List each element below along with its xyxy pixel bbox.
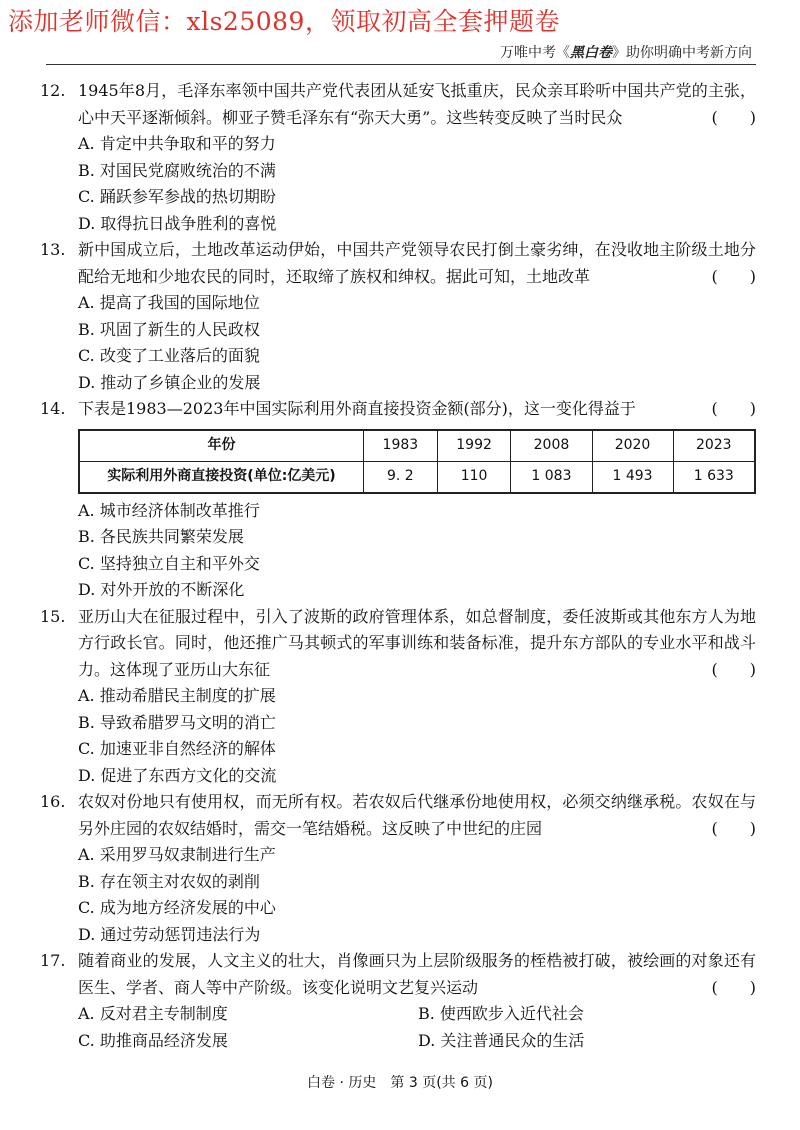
answer-bracket: ( ): [711, 266, 756, 286]
brand-suffix: 》助你明确中考新方向: [612, 45, 752, 61]
option-b: B. 各民族共同繁荣发展: [78, 527, 244, 546]
question-text: 新中国成立后，土地改革运动伊始，中国共产党领导农民打倒土豪劣绅，在没收地主阶级土地分配给无地和少地农民的同时，还取缔了族权和绅权。据此可知，土地改革: [78, 240, 756, 286]
header-rule: [46, 64, 756, 65]
question-number: 17.: [40, 951, 66, 970]
question-stem: [40, 237, 756, 290]
option-c: C. 坚持独立自主和平外交: [78, 553, 260, 573]
option-a: A. 反对君主专制制度: [78, 1004, 228, 1023]
answer-bracket: ( ): [711, 399, 756, 418]
table-header-cell: 实际利用外商直接投资(单位:亿美元): [79, 461, 364, 493]
question-text: 1945年8月，毛泽东率领中国共产党代表团从延安飞抵重庆，民众亲耳聆听中国共产党的主张，心中天平逐渐倾斜。柳亚子赞毛泽东有“弥天大勇”。这些转变反映了当时民众: [78, 81, 756, 127]
answer-bracket: ( ): [711, 107, 756, 127]
option-c: C. 改变了工业落后的面貌: [78, 346, 260, 365]
option-b: B. 导致希腊罗马文明的消亡: [78, 712, 276, 732]
table-cell: 2023: [673, 430, 755, 462]
option-a: A. 提高了我国的国际地位: [78, 293, 260, 312]
question-stem: [40, 789, 756, 842]
question-14: [40, 396, 756, 604]
table-cell: 2008: [511, 430, 592, 462]
question-12: [40, 78, 756, 237]
question-16: [40, 789, 756, 948]
option-d: D. 关注普通民众的生活: [418, 1030, 585, 1050]
option-d: D. 推动了乡镇企业的发展: [78, 372, 261, 392]
option-c: C. 成为地方经济发展的中心: [78, 898, 276, 917]
table-cell: 2020: [592, 430, 673, 462]
table-cell: 1992: [437, 430, 511, 462]
question-number: 13.: [40, 240, 66, 259]
fdi-table: [78, 429, 756, 494]
brand-emph: 黑白卷: [570, 45, 612, 61]
question-stem: [40, 396, 756, 423]
question-stem: [40, 948, 756, 1001]
question-number: 16.: [40, 792, 66, 811]
watermark-text: 添加老师微信：xls25089，领取初高全套押题卷: [8, 7, 560, 36]
option-c: C. 踊跃参军参战的热切期盼: [78, 187, 276, 206]
table-cell: 1 083: [511, 461, 592, 493]
option-c: C. 助推商品经济发展: [78, 1030, 228, 1050]
page-footer: 白卷 · 历史 第 3 页(共 6 页): [307, 1075, 493, 1091]
option-c: C. 加速亚非自然经济的解体: [78, 739, 276, 758]
table-cell: 1 633: [673, 461, 755, 493]
options-grid: [40, 1001, 756, 1054]
question-text: 农奴对份地只有使用权，而无所有权。若农奴后代继承份地使用权，必须交纳继承税。农奴在与另外庄园的农奴结婚时，需交一笔结婚税。这反映了中世纪的庄园: [78, 792, 756, 838]
question-list: [40, 78, 756, 1054]
question-text: 随着商业的发展，人文主义的壮大，肖像画只为上层阶级服务的桎梏被打破，被绘画的对象还有医生、学者、商人等中产阶级。该变化说明文艺复兴运动: [78, 951, 756, 997]
answer-bracket: ( ): [711, 977, 756, 997]
question-number: 12.: [40, 81, 66, 100]
option-d: D. 取得抗日战争胜利的喜悦: [78, 213, 277, 233]
question-stem: [40, 604, 756, 684]
option-d: D. 对外开放的不断深化: [78, 580, 245, 599]
table-row: [79, 461, 755, 493]
table-cell: 110: [437, 461, 511, 493]
option-b: B. 存在领主对农奴的剥削: [78, 871, 260, 891]
question-stem: [40, 78, 756, 131]
option-a: A. 城市经济体制改革推行: [78, 500, 260, 520]
answer-bracket: ( ): [711, 818, 756, 838]
question-13: [40, 237, 756, 396]
question-text: 下表是1983—2023年中国实际利用外商直接投资金额(部分)，这一变化得益于: [78, 399, 636, 418]
option-a: A. 推动希腊民主制度的扩展: [78, 686, 276, 705]
question-number: 15.: [40, 606, 66, 626]
question-text: 亚历山大在征服过程中，引入了波斯的政府管理体系，如总督制度，委任波斯或其他东方人为地方行政长官。同时，他还推广马其顿式的军事训练和装备标准，提升东方部队的专业水平和战斗力。这体现了亚历山大东征: [78, 606, 756, 679]
option-b: B. 对国民党腐败统治的不满: [78, 160, 276, 180]
option-b: B. 使西欧步入近代社会: [418, 1004, 584, 1023]
option-d: D. 通过劳动惩罚违法行为: [78, 924, 261, 944]
table-cell: 9. 2: [364, 461, 438, 493]
option-a: A. 肯定中共争取和平的努力: [78, 134, 276, 153]
option-a: A. 采用罗马奴隶制进行生产: [78, 845, 276, 864]
table-cell: 1983: [364, 430, 438, 462]
question-15: [40, 604, 756, 790]
table-header-cell: 年份: [79, 430, 364, 462]
question-17: [40, 948, 756, 1054]
table-cell: 1 493: [592, 461, 673, 493]
table-row: [79, 430, 755, 462]
brand-slogan: [500, 42, 752, 62]
option-b: B. 巩固了新生的人民政权: [78, 319, 260, 339]
option-d: D. 促进了东西方文化的交流: [78, 765, 277, 785]
brand-prefix: 万唯中考《: [500, 45, 570, 61]
question-number: 14.: [40, 399, 66, 418]
answer-bracket: ( ): [711, 659, 756, 679]
